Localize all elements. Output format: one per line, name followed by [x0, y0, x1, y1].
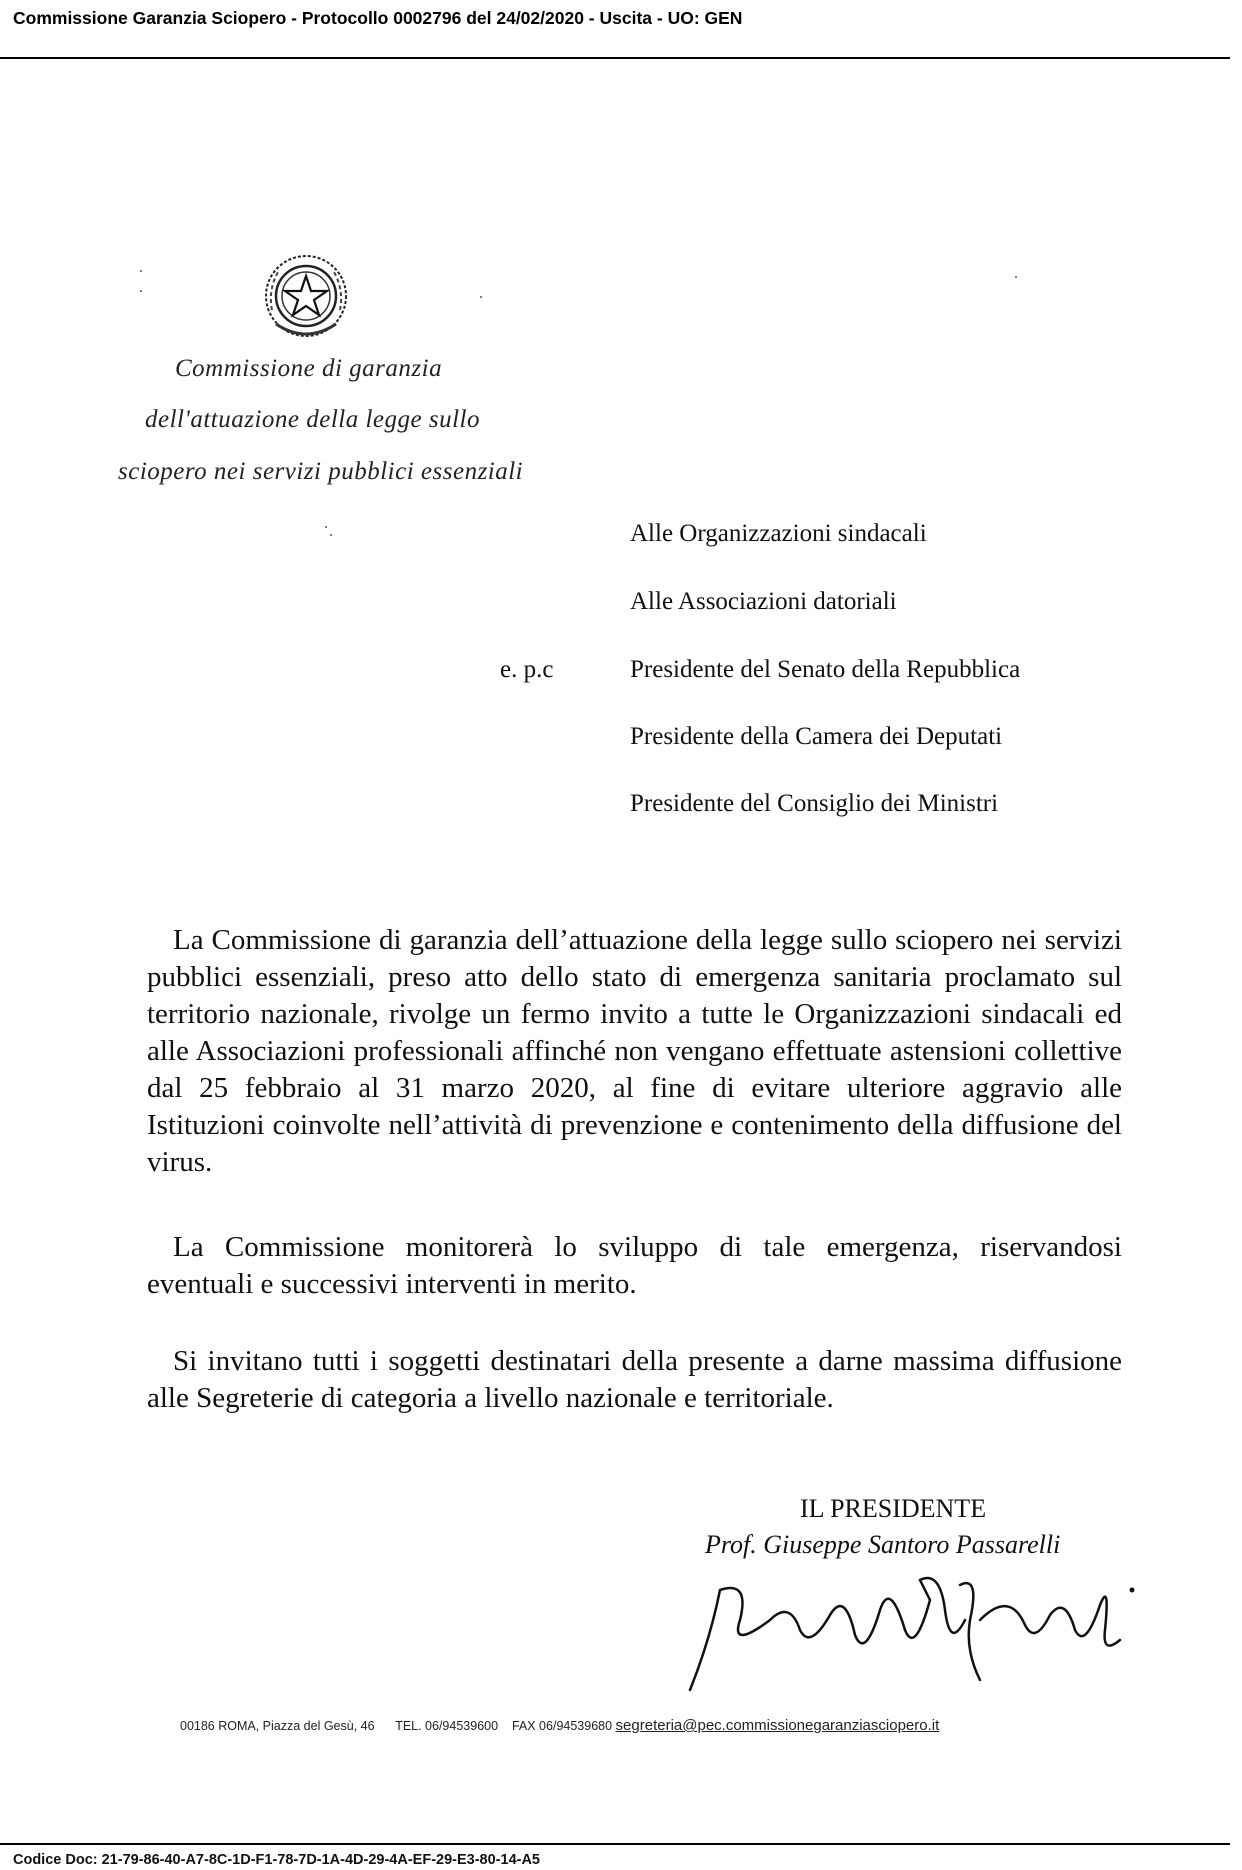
body-paragraph-2	[147, 1229, 1122, 1303]
document-code: Codice Doc: 21-79-86-40-A7-8C-1D-F1-78-7D-1A-4D-29-4A-EF-29-E3-80-14-A5	[13, 1852, 540, 1868]
handwritten-signature-icon	[680, 1560, 1140, 1700]
cc-council: Presidente del Consiglio dei Ministri	[630, 790, 999, 817]
cc-senate: Presidente del Senato della Repubblica	[630, 656, 1021, 683]
paragraph-text: La Commissione di garanzia dell’attuazione della legge sullo sciopero nei servizi pubblici essenziali, preso atto dello stato di emergenza sanitaria proclamato sul territorio nazionale, rivolge un fermo invito a tutte le Organizzazioni sindacali ed alle Associazioni professionali affinché non vengano effettuate astensioni collettive dal 25 febbraio al 31 marzo 2020, al fine di evitare ulteriore aggravio alle Istituzioni coinvolte nell’attività di prevenzione e contenimento della diffusione del virus.	[147, 924, 1122, 1178]
protocol-header: Commissione Garanzia Sciopero - Protocollo 0002796 del 24/02/2020 - Uscita - UO: GEN	[13, 8, 743, 28]
recipient-unions: Alle Organizzazioni sindacali	[630, 520, 927, 547]
paragraph-text: Si invitano tutti i soggetti destinatari della presente a darne massima diffusione alle Segreterie di categoria a livello nazionale e territoriale.	[147, 1345, 1122, 1414]
letterhead-line-2: dell'attuazione della legge sullo	[145, 406, 480, 433]
footer-tel: TEL. 06/94539600	[395, 1719, 499, 1733]
letterhead-line-3: sciopero nei servizi pubblici essenziali	[118, 458, 524, 485]
signatory-title: IL PRESIDENTE	[800, 1494, 987, 1523]
scan-speck	[140, 290, 142, 292]
cc-chamber: Presidente della Camera dei Deputati	[630, 723, 1003, 750]
recipient-employers: Alle Associazioni datoriali	[630, 588, 897, 615]
header-divider	[0, 57, 1230, 59]
scan-speck	[140, 270, 142, 272]
scan-speck	[325, 526, 327, 528]
footer-fax: FAX 06/94539680	[511, 1719, 613, 1733]
footer-contact	[180, 1717, 939, 1734]
italian-republic-emblem-icon	[258, 250, 354, 346]
signatory-name: Prof. Giuseppe Santoro Passarelli	[705, 1530, 1061, 1559]
scan-speck	[480, 296, 482, 298]
body-paragraph-3	[147, 1343, 1122, 1417]
footer-divider	[0, 1843, 1230, 1845]
footer-address: 00186 ROMA, Piazza del Gesù, 46	[180, 1719, 375, 1733]
scan-speck	[1015, 276, 1017, 278]
scan-speck	[330, 534, 332, 536]
footer-email-link[interactable]: segreteria@pec.commissionegaranziasciopero.it	[615, 1717, 940, 1734]
body-paragraph-1	[147, 922, 1122, 1181]
paragraph-text: La Commissione monitorerà lo sviluppo di tale emergenza, riservandosi eventuali e successivi interventi in merito.	[147, 1231, 1122, 1300]
cc-label: e. p.c	[500, 656, 554, 683]
letterhead-line-1: Commissione di garanzia	[175, 355, 443, 382]
